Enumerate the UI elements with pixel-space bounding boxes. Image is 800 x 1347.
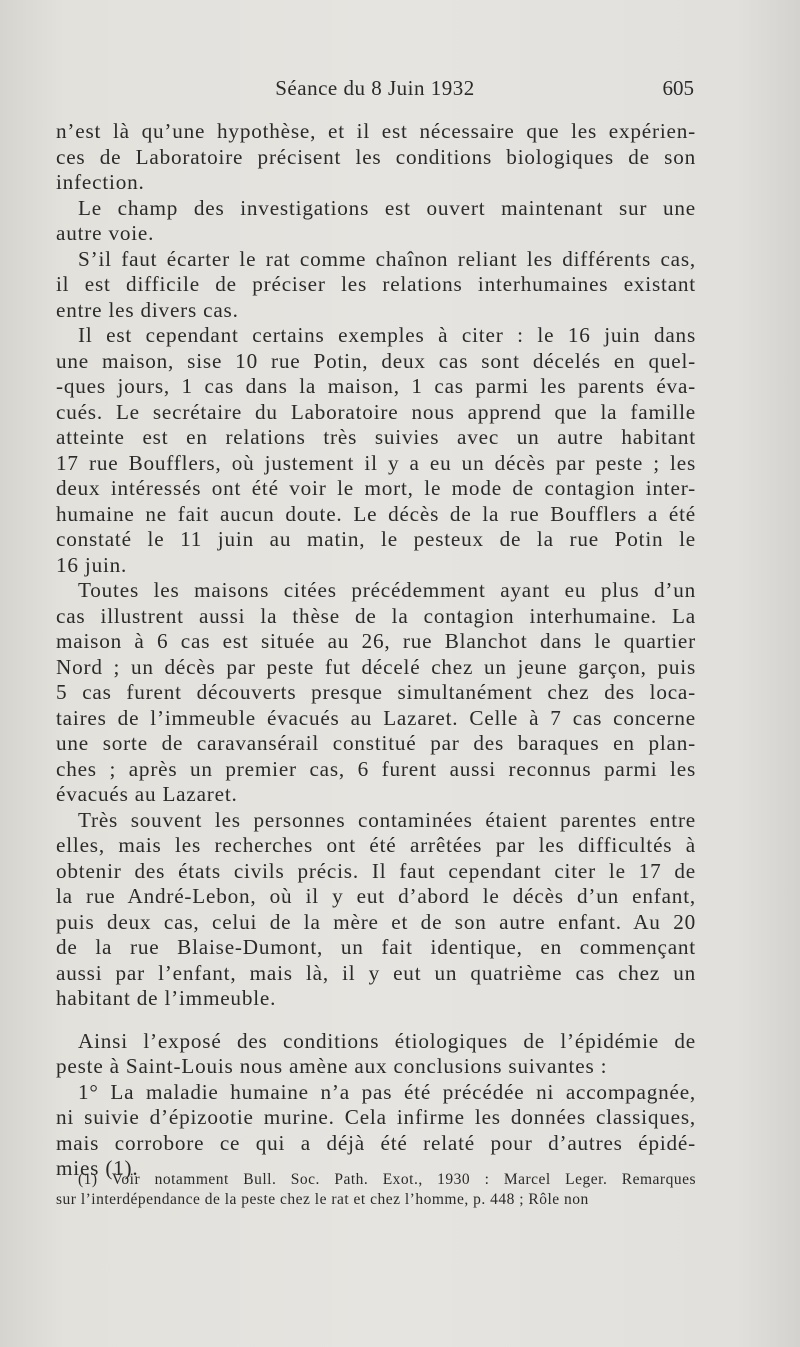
text-line: S’il faut écarter le rat comme chaînon reliant les différents cas, xyxy=(78,246,696,271)
running-title: Séance du 8 Juin 1932 xyxy=(275,76,475,100)
text-line: une maison, sise 10 rue Potin, deux cas sont décelés en quel- xyxy=(56,348,696,373)
text-line: la rue André-Lebon, où il y eut d’abord le décès d’un enfant, xyxy=(56,884,696,908)
text-line: elles, mais les recherches ont été arrêtées par les difficultés à xyxy=(56,833,696,857)
footnote-line: (1) Voir notamment Bull. Soc. Path. Exot., 1930 : Marcel Leger. Remarques xyxy=(78,1171,696,1188)
text-line: atteinte est en relations très suivies avec un autre habitant xyxy=(56,425,696,449)
text-line: ces de Laboratoire précisent les conditions biologiques de son xyxy=(56,144,696,169)
text-line: aussi par l’enfant, mais là, il y eut un quatrième cas chez un xyxy=(56,960,696,985)
text-line: évacués au Lazaret. xyxy=(56,782,238,806)
text-line: humaine ne fait aucun doute. Le décès de la rue Boufflers a été xyxy=(56,501,696,526)
footnote xyxy=(56,1170,696,1210)
text-line: une sorte de caravansérail constitué par des baraques en plan- xyxy=(56,731,696,755)
footnote-line: sur l’interdépendance de la peste chez le rat et chez l’homme, p. 448 ; Rôle non xyxy=(56,1191,589,1208)
text-line: constaté le 11 juin au matin, le pesteux de la rue Potin le xyxy=(56,527,696,551)
text-line: il est difficile de préciser les relations interhumaines existant xyxy=(56,272,696,296)
text-line: 16 juin. xyxy=(56,552,128,577)
text-line: ches ; après un premier cas, 6 furent aussi reconnus parmi les xyxy=(56,756,696,781)
text-line: autre voie. xyxy=(56,221,155,245)
text-line: maison à 6 cas est située au 26, rue Blanchot dans le quartier xyxy=(56,629,696,653)
text-line: puis deux cas, celui de la mère et de son autre enfant. Au 20 xyxy=(56,909,696,934)
text-line: Toutes les maisons citées précédemment ayant eu plus d’un xyxy=(78,578,696,602)
text-line: de la rue Blaise-Dumont, un fait identique, en commençant xyxy=(56,935,696,959)
text-line: infection. xyxy=(56,170,145,194)
page-header xyxy=(56,76,694,104)
text-line: deux intéressés ont été voir le mort, le mode de contagion inter- xyxy=(56,476,696,500)
text-line: obtenir des états civils précis. Il faut cependant citer le 17 de xyxy=(56,858,696,883)
text-line: ni suivie d’épizootie murine. Cela infirme les données classiques, xyxy=(56,1105,696,1129)
text-line: cués. Le secrétaire du Laboratoire nous apprend que la famille xyxy=(56,399,696,424)
text-line: Très souvent les personnes contaminées étaient parentes entre xyxy=(78,807,696,832)
paragraph-gap xyxy=(56,1012,696,1029)
text-line: peste à Saint-Louis nous amène aux conclusions suivantes : xyxy=(56,1054,608,1078)
text-line: cas illustrent aussi la thèse de la contagion interhumaine. La xyxy=(56,603,696,628)
text-line: mies (1). xyxy=(56,1156,139,1180)
text-line: 1° La maladie humaine n’a pas été précédée ni accompagnée, xyxy=(78,1079,696,1104)
text-line: Il est cependant certains exemples à citer : le 16 juin dans xyxy=(78,323,696,347)
text-line: 5 cas furent découverts presque simultanément chez des loca- xyxy=(56,680,696,704)
text-line: 17 rue Boufflers, où justement il y a eu un décès par peste ; les xyxy=(56,450,696,475)
text-line: taires de l’immeuble évacués au Lazaret. Celle à 7 cas concerne xyxy=(56,705,696,730)
text-line: Nord ; un décès par peste fut décelé chez un jeune garçon, puis xyxy=(56,654,696,679)
text-line: mais corrobore ce qui a déjà été relaté pour d’autres épidé- xyxy=(56,1130,696,1155)
page-number: 605 xyxy=(662,76,694,100)
text-line: n’est là qu’une hypothèse, et il est nécessaire que les expérien- xyxy=(56,119,696,143)
body-text xyxy=(56,119,696,1182)
text-line: entre les divers cas. xyxy=(56,297,239,322)
text-line: habitant de l’immeuble. xyxy=(56,986,277,1010)
text-line: Le champ des investigations est ouvert maintenant sur une xyxy=(78,195,696,220)
text-line: Ainsi l’exposé des conditions étiologiques de l’épidémie de xyxy=(78,1028,696,1053)
text-line: -ques jours, 1 cas dans la maison, 1 cas parmi les parents éva- xyxy=(56,374,696,398)
